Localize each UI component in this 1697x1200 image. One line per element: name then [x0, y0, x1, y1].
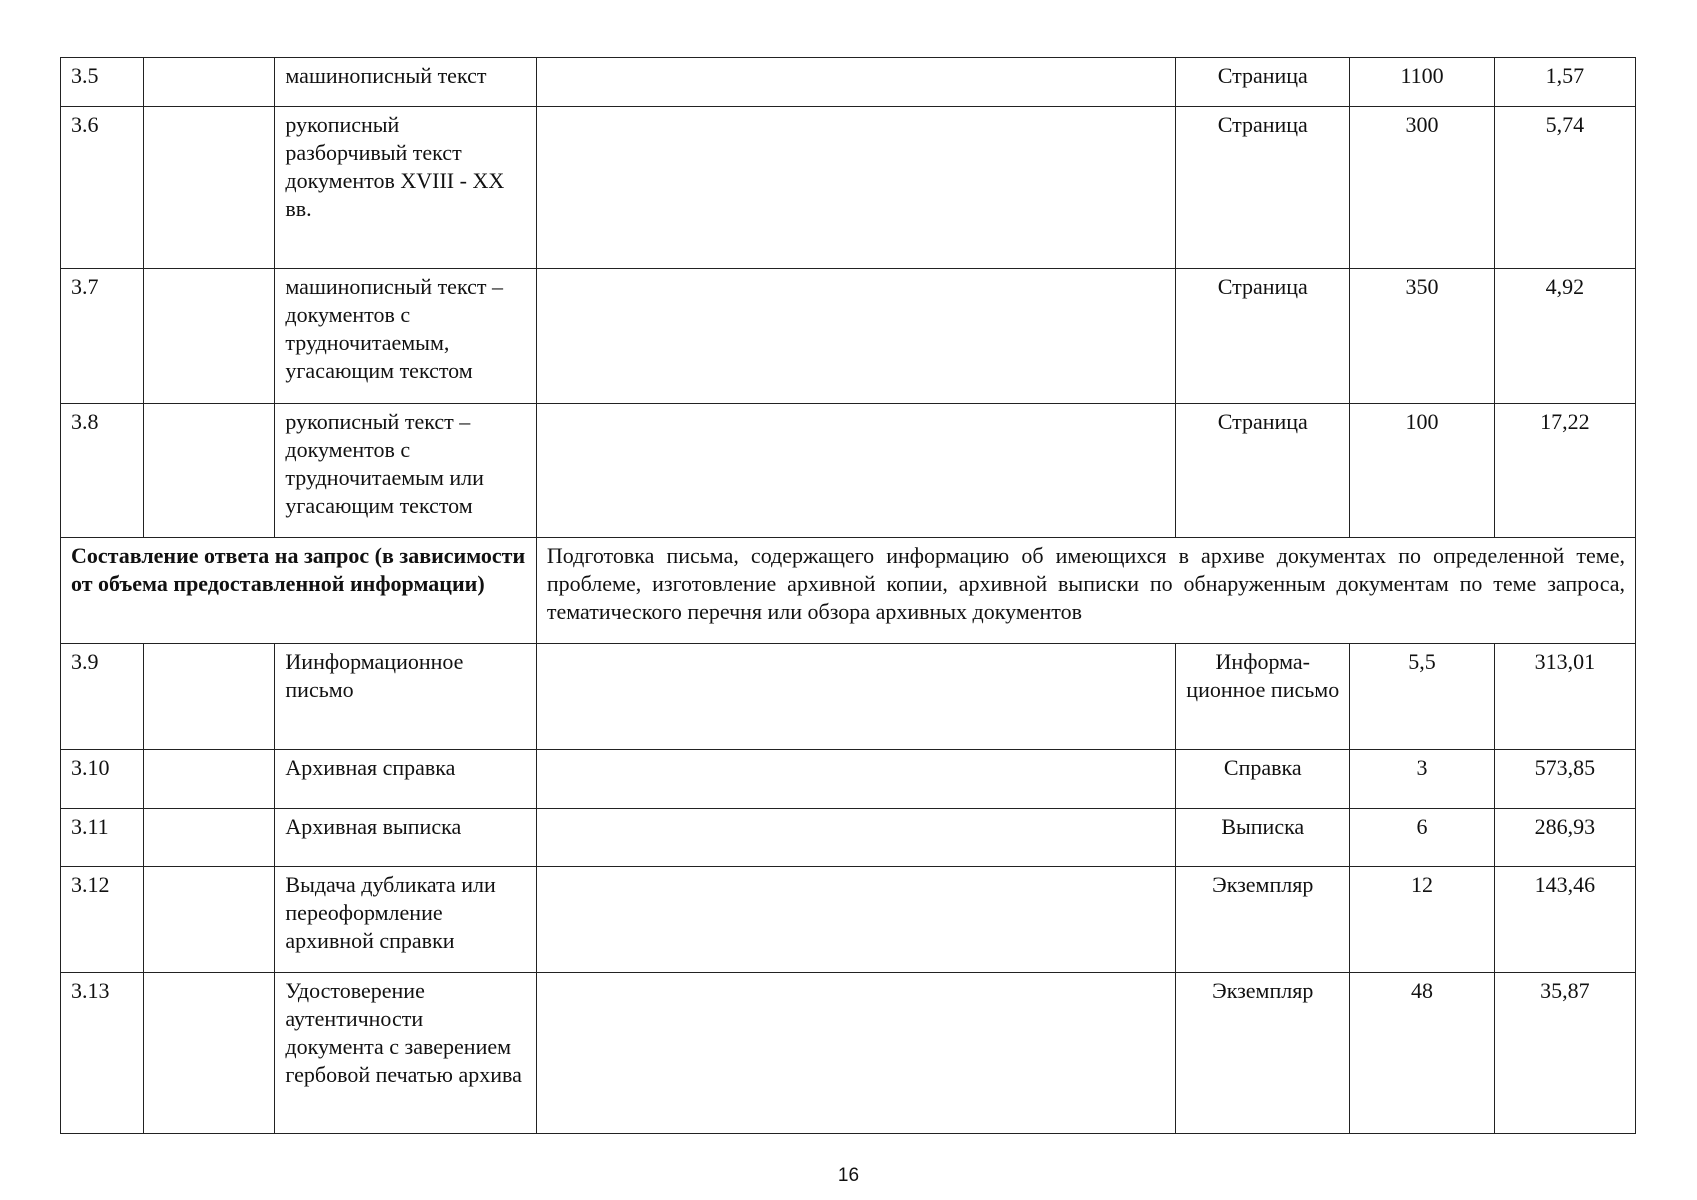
empty-cell: [144, 644, 275, 750]
empty-cell: [144, 809, 275, 867]
service-name: Выдача дубликата или переоформление архивной справки: [275, 867, 536, 973]
quantity-cell: 100: [1350, 404, 1494, 538]
unit-cell: Страница: [1176, 107, 1350, 269]
description-cell: [536, 973, 1175, 1134]
unit-cell: Экземпляр: [1176, 867, 1350, 973]
row-number: 3.11: [61, 809, 144, 867]
section-row: [61, 538, 1636, 644]
price-cell: 35,87: [1494, 973, 1635, 1134]
table-row: [61, 107, 1636, 269]
price-cell: 313,01: [1494, 644, 1635, 750]
service-name: рукописный разборчивый текст документов XVIII - XX вв.: [275, 107, 536, 269]
table-row: [61, 404, 1636, 538]
empty-cell: [144, 404, 275, 538]
unit-cell: Экземпляр: [1176, 973, 1350, 1134]
description-cell: [536, 867, 1175, 973]
empty-cell: [144, 867, 275, 973]
description-cell: [536, 269, 1175, 404]
unit-cell: Страница: [1176, 404, 1350, 538]
price-cell: 5,74: [1494, 107, 1635, 269]
price-cell: 1,57: [1494, 58, 1635, 107]
service-name: Удостоверение аутентичности документа с заверением гербовой печатью архива: [275, 973, 536, 1134]
quantity-cell: 300: [1350, 107, 1494, 269]
quantity-cell: 1100: [1350, 58, 1494, 107]
description-cell: [536, 404, 1175, 538]
quantity-cell: 12: [1350, 867, 1494, 973]
description-cell: [536, 58, 1175, 107]
section-description: Подготовка письма, содержащего информацию об имеющихся в архиве документах по определенной теме, проблеме, изготовление архивной копии, архивной выписки по обнаруженным документам по теме запроса, тематического перечня или обзора архивных документов: [536, 538, 1635, 644]
unit-cell: Справка: [1176, 750, 1350, 809]
table-row: [61, 809, 1636, 867]
price-cell: 573,85: [1494, 750, 1635, 809]
table-row: [61, 973, 1636, 1134]
empty-cell: [144, 750, 275, 809]
row-number: 3.9: [61, 644, 144, 750]
quantity-cell: 6: [1350, 809, 1494, 867]
table-row: [61, 750, 1636, 809]
description-cell: [536, 644, 1175, 750]
price-table: [60, 57, 1636, 1134]
price-cell: 143,46: [1494, 867, 1635, 973]
description-cell: [536, 750, 1175, 809]
quantity-cell: 350: [1350, 269, 1494, 404]
row-number: 3.6: [61, 107, 144, 269]
quantity-cell: 3: [1350, 750, 1494, 809]
empty-cell: [144, 973, 275, 1134]
table-row: [61, 269, 1636, 404]
section-title: Составление ответа на запрос (в зависимости от объема предоставленной информации): [61, 538, 537, 644]
table-row: [61, 867, 1636, 973]
row-number: 3.12: [61, 867, 144, 973]
unit-cell: Страница: [1176, 58, 1350, 107]
quantity-cell: 48: [1350, 973, 1494, 1134]
description-cell: [536, 809, 1175, 867]
empty-cell: [144, 58, 275, 107]
row-number: 3.5: [61, 58, 144, 107]
table-row: [61, 644, 1636, 750]
price-cell: 286,93: [1494, 809, 1635, 867]
page-number: 16: [837, 1165, 860, 1186]
row-number: 3.13: [61, 973, 144, 1134]
service-name: Архивная справка: [275, 750, 536, 809]
empty-cell: [144, 269, 275, 404]
row-number: 3.7: [61, 269, 144, 404]
description-cell: [536, 107, 1175, 269]
service-name: машинописный текст – документов с трудночитаемым, угасающим текстом: [275, 269, 536, 404]
service-name: Архивная выписка: [275, 809, 536, 867]
service-name: рукописный текст – документов с трудночитаемым или угасающим текстом: [275, 404, 536, 538]
row-number: 3.10: [61, 750, 144, 809]
quantity-cell: 5,5: [1350, 644, 1494, 750]
price-cell: 17,22: [1494, 404, 1635, 538]
empty-cell: [144, 107, 275, 269]
price-cell: 4,92: [1494, 269, 1635, 404]
unit-cell: Страница: [1176, 269, 1350, 404]
row-number: 3.8: [61, 404, 144, 538]
table-row: [61, 58, 1636, 107]
service-name: машинописный текст: [275, 58, 536, 107]
unit-cell: Выписка: [1176, 809, 1350, 867]
unit-cell: Информа-ционное письмо: [1176, 644, 1350, 750]
service-name: Иинформационное письмо: [275, 644, 536, 750]
